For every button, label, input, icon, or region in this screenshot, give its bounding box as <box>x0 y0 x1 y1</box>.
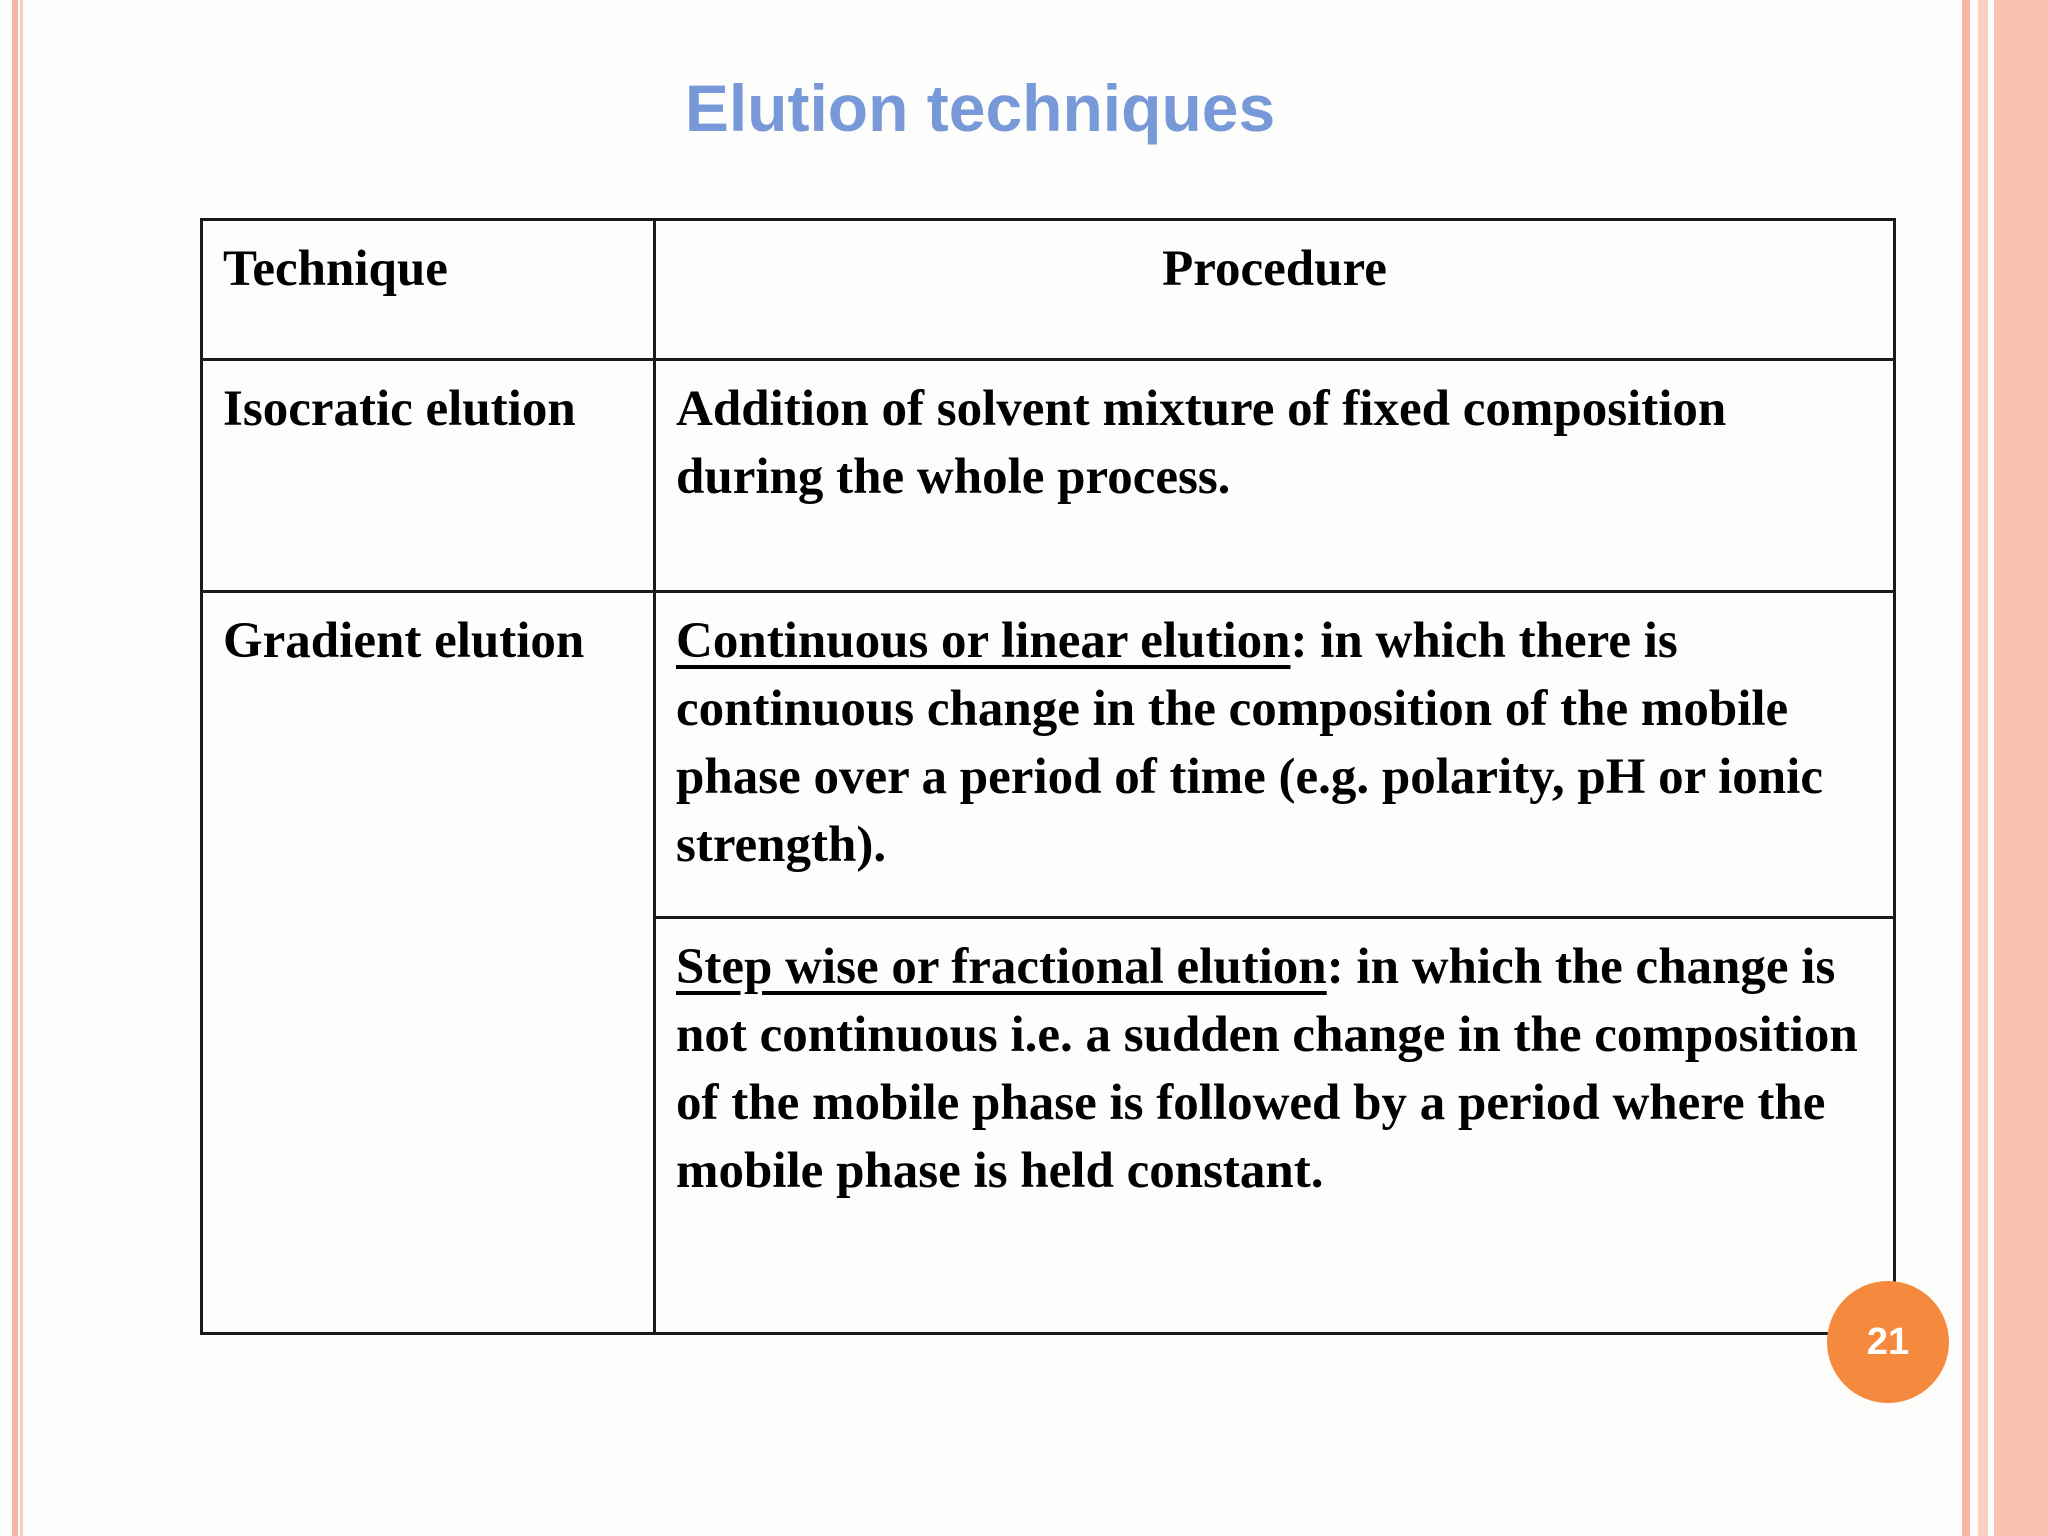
elution-techniques-table <box>200 218 1896 1335</box>
page-number-badge: 21 <box>1827 1281 1949 1403</box>
procedure-cell-stepwise <box>655 918 1895 1334</box>
term-stepwise-elution: Step wise or fractional elution <box>676 939 1327 995</box>
right-border-stripe-middle <box>1978 0 1988 1536</box>
left-border-stripe-thin <box>20 0 23 1536</box>
table-row <box>202 360 1895 592</box>
procedure-cell-continuous <box>655 592 1895 918</box>
technique-cell-gradient: Gradient elution <box>202 592 655 1334</box>
right-border-stripe-wide <box>1994 0 2048 1536</box>
right-border-stripe <box>1962 0 1970 1536</box>
header-procedure: Procedure <box>655 220 1895 360</box>
table-header-row <box>202 220 1895 360</box>
procedure-cell-isocratic: Addition of solvent mixture of fixed composition during the whole process. <box>655 360 1895 592</box>
left-border-stripe <box>12 0 18 1536</box>
table-row <box>202 592 1895 918</box>
description-stepwise-elution: : in which the change is not continuous i.e. a sudden change in the composition of the mobile phase is followed by a period where the mobile phase is held constant. <box>676 939 1858 1199</box>
term-continuous-elution: Continuous or linear elution <box>676 613 1291 669</box>
header-technique: Technique <box>202 220 655 360</box>
technique-cell-isocratic: Isocratic elution <box>202 360 655 592</box>
slide-title: Elution techniques <box>684 71 1276 145</box>
description-continuous-elution: : in which there is continuous change in the composition of the mobile phase over a period of time (e.g. polarity, pH or ionic strength). <box>676 613 1823 873</box>
